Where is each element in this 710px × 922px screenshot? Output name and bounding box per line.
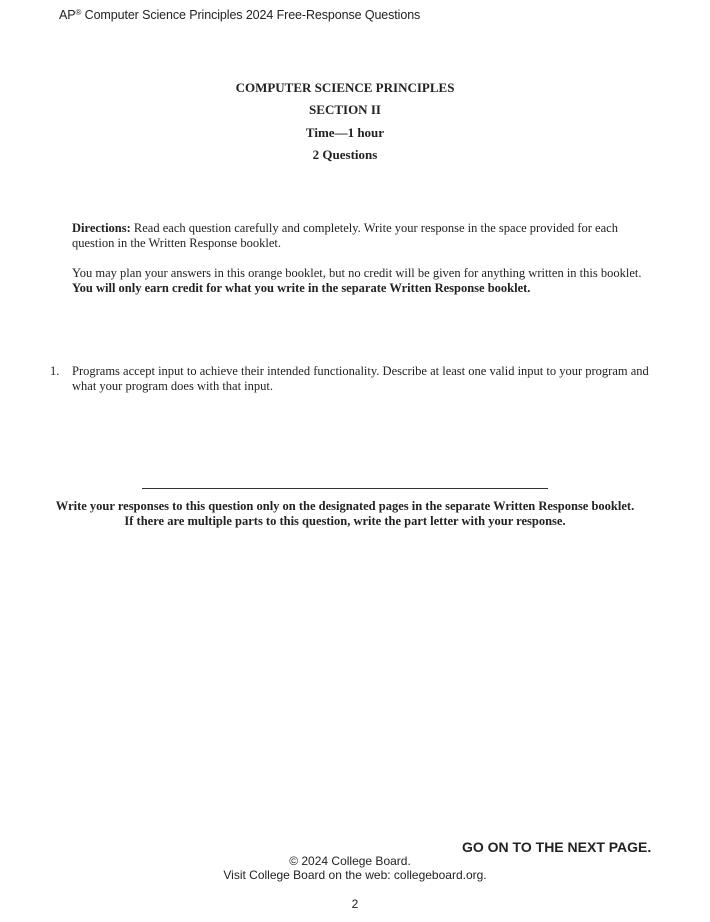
question-text: Programs accept input to achieve their intended functionality. Describe at least one valid input to your program and what your program does with that input. (72, 364, 649, 393)
section-title: SECTION II (309, 102, 381, 118)
page-footer (0, 854, 710, 882)
subject-title: COMPUTER SCIENCE PRINCIPLES (235, 80, 455, 95)
header-prefix: AP (59, 8, 76, 22)
visit-website: Visit College Board on the web: collegeboard.org. (223, 868, 487, 882)
running-header (59, 8, 420, 22)
header-title: Computer Science Principles 2024 Free-Response Questions (84, 8, 421, 22)
divider-rule (142, 488, 548, 489)
page-number: 2 (351, 897, 359, 911)
registered-mark: ® (75, 8, 82, 17)
directions-text-2-bold: You will only earn credit for what you write in the separate Written Response booklet. (72, 281, 531, 295)
time-limit: Time—1 hour (305, 124, 385, 140)
title-block (0, 80, 690, 169)
question-number: 1. (50, 364, 60, 378)
response-instruction: Write your responses to this question only on the designated pages in the separate Written Response booklet. If there are multiple parts to this question, write the part letter with your response. (55, 499, 635, 528)
directions-label: Directions: (72, 221, 131, 235)
copyright: © 2024 College Board. (289, 854, 411, 868)
directions-paragraph-1 (72, 221, 652, 251)
directions-text-1: Read each question carefully and completely. Write your response in the space provided for each question in the Written Response booklet. (72, 221, 618, 250)
directions-text-2: You may plan your answers in this orange booklet, but no credit will be given for anything written in this booklet. (72, 266, 642, 280)
go-on-next-page: GO ON TO THE NEXT PAGE. (462, 839, 652, 855)
directions (72, 221, 652, 296)
question-1 (50, 364, 652, 394)
directions-paragraph-2 (72, 266, 652, 296)
question-count: 2 Questions (312, 146, 378, 162)
